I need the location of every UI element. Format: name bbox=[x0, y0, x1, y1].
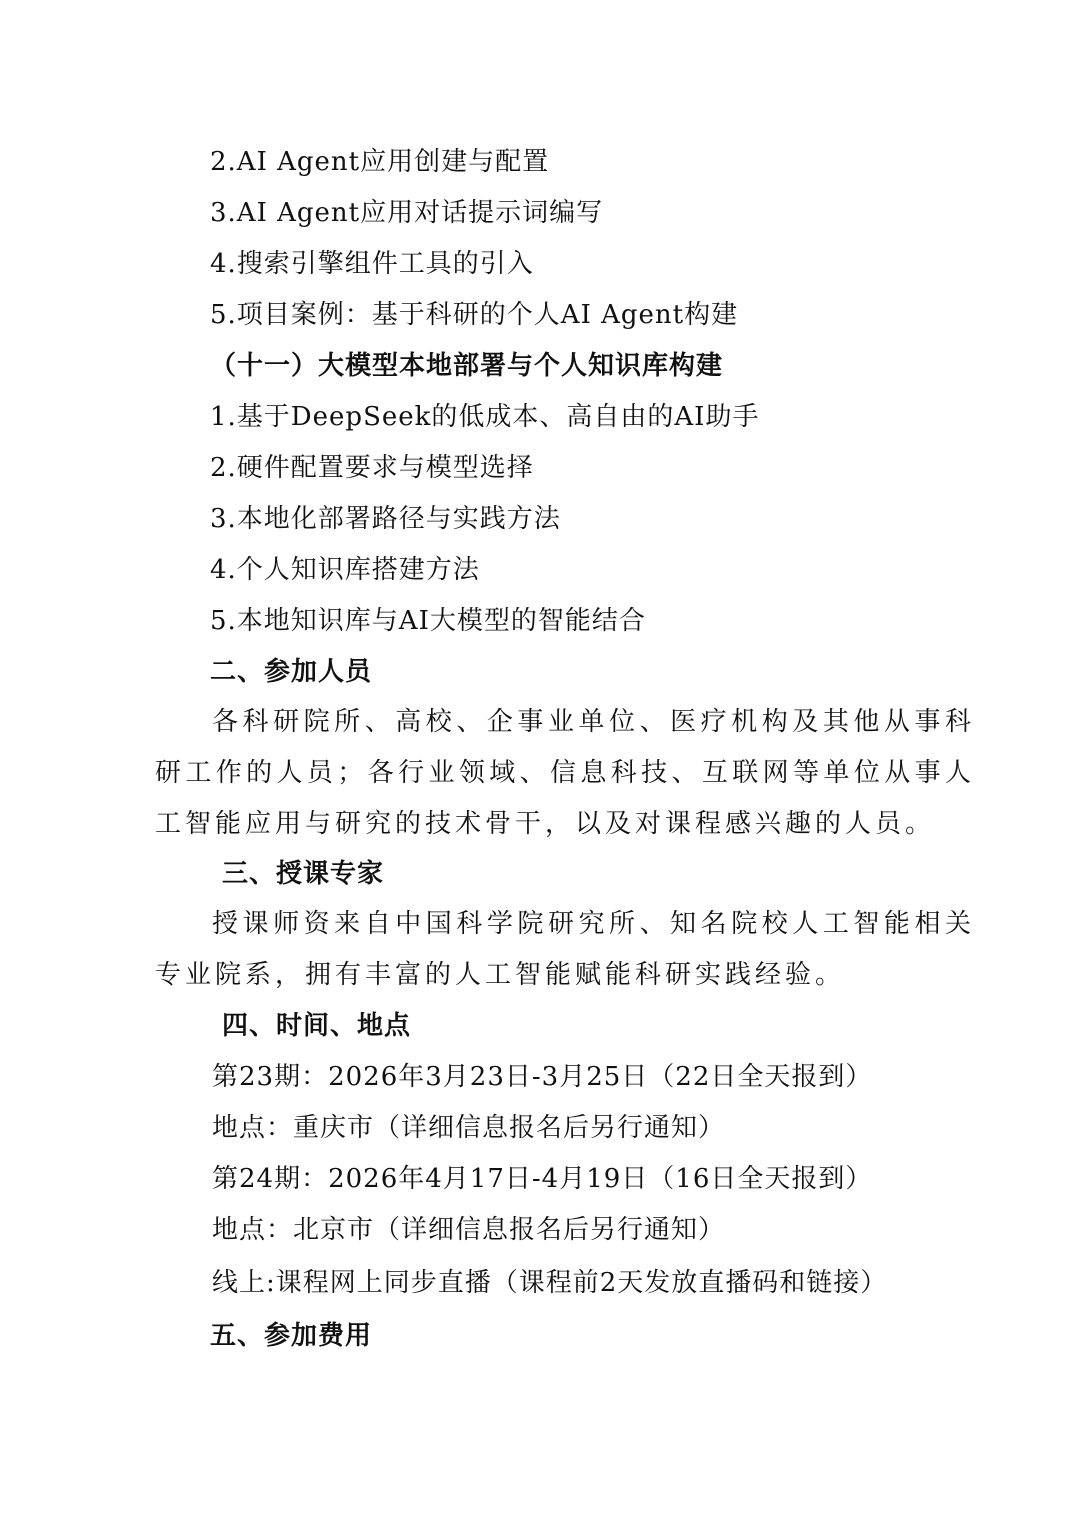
list-item: 2.AI Agent应用创建与配置 bbox=[210, 147, 550, 177]
section-heading: 四、时间、地点 bbox=[222, 1011, 412, 1041]
list-item: 4.搜索引擎组件工具的引入 bbox=[210, 249, 534, 279]
list-item: 3.AI Agent应用对话提示词编写 bbox=[210, 198, 604, 228]
list-item: 4.个人知识库搭建方法 bbox=[210, 555, 480, 585]
schedule-line: 线上:课程网上同步直播（课程前2天发放直播码和链接） bbox=[212, 1268, 888, 1298]
section-heading: 三、授课专家 bbox=[222, 859, 385, 889]
paragraph: 授课师资来自中国科学院研究所、知名院校人工智能相关专业院系，拥有丰富的人工智能赋能科研实践经验。 bbox=[155, 909, 975, 990]
list-item: 1.基于DeepSeek的低成本、高自由的AI助手 bbox=[210, 402, 760, 432]
section-heading: （十一）大模型本地部署与个人知识库构建 bbox=[210, 351, 724, 381]
schedule-line: 地点：重庆市（详细信息报名后另行通知） bbox=[212, 1113, 726, 1143]
list-item: 5.本地知识库与AI大模型的智能结合 bbox=[210, 606, 646, 636]
schedule-line: 地点：北京市（详细信息报名后另行通知） bbox=[212, 1215, 726, 1245]
paragraph: 各科研院所、高校、企事业单位、医疗机构及其他从事科研工作的人员；各行业领域、信息科技、互联网等单位从事人工智能应用与研究的技术骨干，以及对课程感兴趣的人员。 bbox=[155, 707, 975, 839]
list-item: 2.硬件配置要求与模型选择 bbox=[210, 453, 534, 483]
schedule-line: 第24期：2026年4月17日-4月19日（16日全天报到） bbox=[212, 1164, 873, 1194]
section-heading: 五、参加费用 bbox=[210, 1321, 373, 1351]
list-item: 5.项目案例：基于科研的个人AI Agent构建 bbox=[210, 300, 739, 330]
schedule-line: 第23期：2026年3月23日-3月25日（22日全天报到） bbox=[212, 1062, 873, 1092]
list-item: 3.本地化部署路径与实践方法 bbox=[210, 504, 561, 534]
section-heading: 二、参加人员 bbox=[210, 657, 373, 687]
